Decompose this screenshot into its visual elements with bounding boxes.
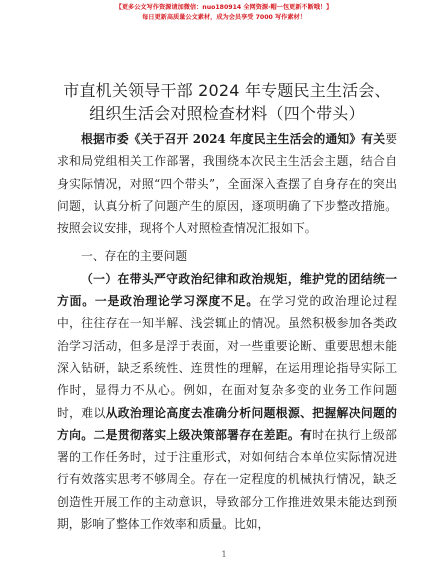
point-1-tail-bold: 从政治理论高度去准确分析问题根源、把握解决问题的方向。 [57, 405, 397, 442]
intro-bold-text: 根据市委《关于召开 2024 年度民主生活会的通知》有关 [81, 132, 386, 146]
document-body [57, 128, 397, 535]
point-2-bold-tail: 有 [300, 427, 313, 442]
point-2-text: 时在执行上级部署的工作任务时，过于注重形式，对如何结合本单位实际情况进行有效落实思考不够周全。存在一定程度的机械执行情况，缺乏创造性开展工作的主动意识，导致部分工作推进效果未能达到预期，影响了整体工作效率和质量。比如， [57, 427, 397, 532]
page-number: 1 [221, 550, 227, 559]
subsection-paragraph [57, 268, 397, 536]
section-heading: 一、存在的主要问题 [81, 249, 188, 264]
subsection-heading: （一）在带头严守政治纪律和政治规矩，维护党的团结统一方面。 [57, 271, 397, 309]
point-1-text: 在学习党的政治理论过程中，往往存在一知半解、浅尝辄止的情况。虽然积极参加各类政治学习活动，但多是浮于表面，对一些重要论断、重要思想未能深入钻研，缺乏系统性、连贯性的理解，在运用理论指导实际工作时，显得力不从心。例如，在面对复杂多变的业务工作问题时，难以 [57, 294, 397, 420]
point-2-heading: 二是贯彻落实上级决策部署存在差距。 [93, 427, 301, 442]
intro-text: 要求和局党组相关工作部署，我围绕本次民主生活会主题，结合自身实际情况，对照“四个带头”，全面深入查摆了自身存在的突出问题，认真分析了问题产生的原因，逐项明确了下步整改措施。按照会议安排，现将个人对照检查情况汇报如下。 [57, 132, 397, 236]
document-title: 市直机关领导干部 2024 年专题民主生活会、组织生活会对照检查材料（四个带头） [63, 81, 391, 123]
promo-banner-line-2: 每日更新高质量公文素材，成为会员享受 7000 写作素材！ [142, 14, 306, 21]
intro-paragraph [57, 128, 397, 239]
point-1-heading: 一是政治理论学习深度不足。 [94, 294, 259, 309]
promo-banner-line-1: 【更多公文写作资源请加微信：nuo180914 全网资源·帽一包更新不断哦！】 [115, 4, 333, 11]
promo-banner [0, 3, 448, 23]
